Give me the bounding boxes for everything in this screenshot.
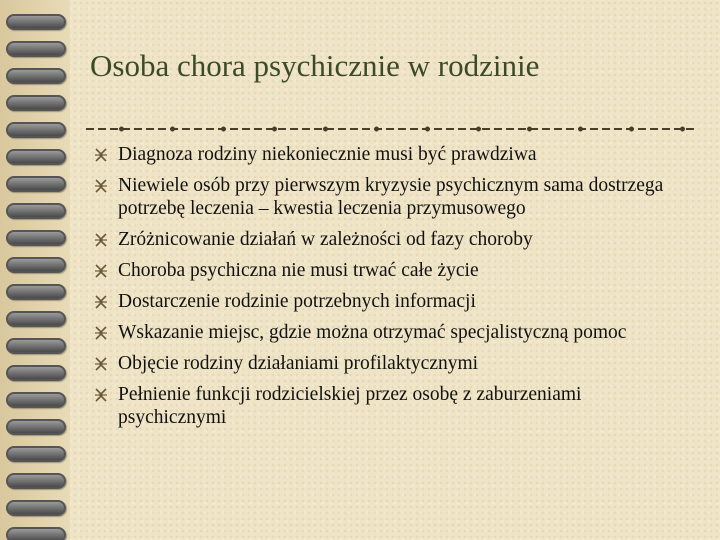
ornamental-bullet-icon — [94, 326, 108, 340]
bullet-text: Diagnoza rodziny niekoniecznie musi być prawdziwa — [118, 144, 537, 165]
binding-ring — [6, 311, 66, 327]
binding-ring — [6, 338, 66, 354]
binding-ring — [6, 203, 66, 219]
binding-ring — [6, 257, 66, 273]
bullet-item — [94, 259, 694, 282]
bullet-text: Niewiele osób przy pierwszym kryzysie psychicznym sama dostrzega potrzebę leczenia – kwestia leczenia przymusowego — [118, 175, 664, 219]
bullet-text: Pełnienie funkcji rodzicielskiej przez osobę z zaburzeniami psychicznymi — [118, 384, 582, 428]
bullet-item — [94, 383, 694, 429]
spiral-binding — [0, 0, 70, 540]
binding-ring — [6, 122, 66, 138]
bullet-item — [94, 228, 694, 251]
ornamental-bullet-icon — [94, 264, 108, 278]
bullet-text: Choroba psychiczna nie musi trwać całe życie — [118, 260, 479, 281]
title-divider-dots — [86, 126, 698, 132]
binding-ring — [6, 149, 66, 165]
bullet-item — [94, 321, 694, 344]
ornamental-bullet-icon — [94, 233, 108, 247]
binding-ring — [6, 527, 66, 540]
bullet-list — [94, 143, 694, 437]
binding-ring — [6, 500, 66, 516]
binding-ring — [6, 95, 66, 111]
ornamental-bullet-icon — [94, 179, 108, 193]
ornamental-bullet-icon — [94, 388, 108, 402]
slide-title: Osoba chora psychicznie w rodzinie — [90, 48, 540, 83]
binding-ring — [6, 365, 66, 381]
binding-ring — [6, 14, 66, 30]
binding-ring — [6, 419, 66, 435]
ornamental-bullet-icon — [94, 148, 108, 162]
binding-ring — [6, 446, 66, 462]
binding-ring — [6, 473, 66, 489]
bullet-item — [94, 290, 694, 313]
bullet-text: Dostarczenie rodzinie potrzebnych informacji — [118, 291, 476, 312]
binding-ring — [6, 284, 66, 300]
bullet-item — [94, 174, 694, 220]
binding-ring — [6, 41, 66, 57]
binding-ring — [6, 392, 66, 408]
binding-ring — [6, 230, 66, 246]
ornamental-bullet-icon — [94, 357, 108, 371]
ornamental-bullet-icon — [94, 295, 108, 309]
binding-ring — [6, 176, 66, 192]
bullet-item — [94, 352, 694, 375]
bullet-text: Objęcie rodziny działaniami profilaktycznymi — [118, 353, 479, 374]
binding-ring — [6, 68, 66, 84]
bullet-text: Wskazanie miejsc, gdzie można otrzymać specjalistyczną pomoc — [118, 322, 627, 343]
bullet-text: Zróżnicowanie działań w zależności od fazy choroby — [118, 229, 533, 250]
bullet-item — [94, 143, 694, 166]
